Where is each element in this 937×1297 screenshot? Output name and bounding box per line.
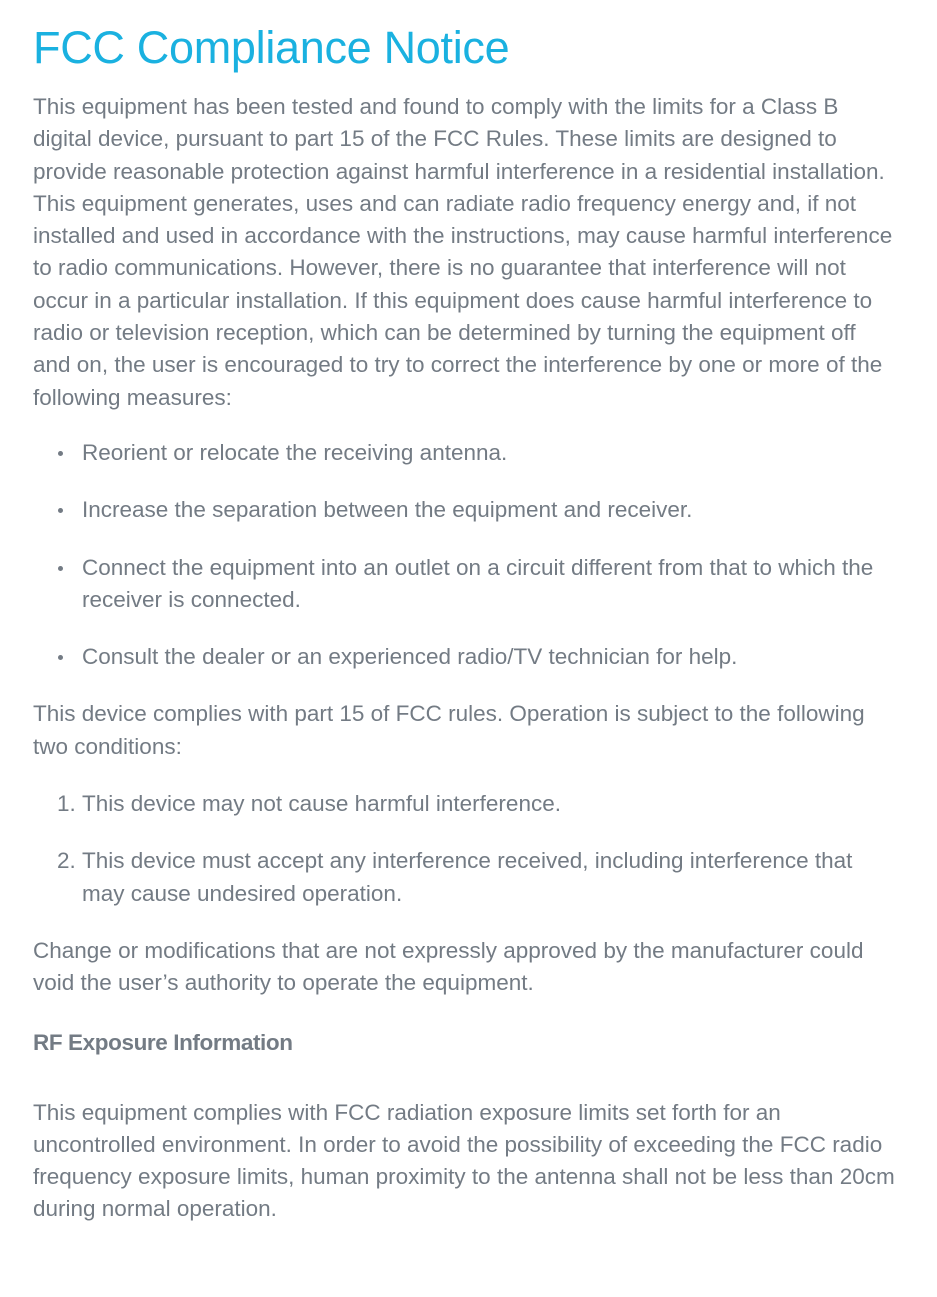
- list-item: Increase the separation between the equipment and receiver.: [33, 494, 897, 526]
- list-item-number: 2.: [57, 848, 76, 874]
- list-item: [33, 788, 897, 820]
- list-item: Consult the dealer or an experienced radio/TV technician for help.: [33, 641, 897, 673]
- list-item-text: This device may not cause harmful interference.: [82, 791, 561, 817]
- list-item: Reorient or relocate the receiving antenna.: [33, 437, 897, 469]
- list-item: [33, 845, 897, 910]
- change-notice-paragraph: Change or modifications that are not expressly approved by the manufacturer could void the user’s authority to operate the equipment.: [33, 937, 864, 996]
- list-item-number: 1.: [57, 791, 76, 817]
- list-item-text: This device must accept any interference received, including interference that may cause undesired operation.: [82, 848, 853, 906]
- rf-exposure-paragraph: This equipment complies with FCC radiation exposure limits set forth for an uncontrolled environment. In order to avoid the possibility of exceeding the FCC radio frequency exposure limits, human proximity to the antenna shall not be less than 20cm during normal operation.: [33, 1099, 895, 1222]
- list-item: Connect the equipment into an outlet on a circuit different from that to which the receiver is connected.: [33, 552, 897, 617]
- measures-list: [33, 437, 897, 673]
- rf-exposure-heading: RF Exposure Information: [33, 1029, 293, 1055]
- page-title: FCC Compliance Notice: [33, 22, 510, 73]
- conditions-list: [33, 788, 897, 910]
- intro-paragraph: This equipment has been tested and found to comply with the limits for a Class B digital device, pursuant to part 15 of the FCC Rules. These limits are designed to provide reasonable protection against harmful interference in a residential installation. This equipment generates, uses and can radiate radio frequency energy and, if not installed and used in accordance with the instructions, may cause harmful interference to radio communications. However, there is no guarantee that interference will not occur in a particular installation. If this equipment does cause harmful interference to radio or television reception, which can be determined by turning the equipment off and on, the user is encouraged to try to correct the interference by one or more of the following measures:: [33, 94, 893, 410]
- conditions-intro-paragraph: This device complies with part 15 of FCC rules. Operation is subject to the following two conditions:: [33, 701, 865, 759]
